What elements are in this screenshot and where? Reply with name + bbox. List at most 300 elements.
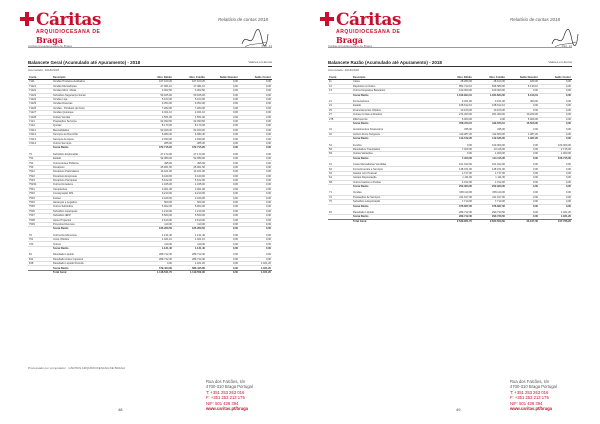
table-cell: 0,00 <box>206 209 239 213</box>
nif: NIF: 501 436 394 <box>510 400 543 406</box>
table-cell: 0,00 <box>539 93 572 97</box>
table-cell: 7533 <box>28 196 52 200</box>
table-cell: 0,00 <box>539 176 572 180</box>
table-cell: 168.612,10 <box>473 104 506 108</box>
table-cell: 0,00 <box>206 111 239 115</box>
table-cell: 0,00 <box>206 157 239 161</box>
table-cell: 0,00 <box>539 117 572 121</box>
column-header: Conta <box>28 76 52 80</box>
table-cell: Diferimentos <box>352 117 440 121</box>
table-cell: Quotas <box>52 124 140 128</box>
column-header: Mov. Débito <box>440 76 473 80</box>
table-cell: 5.103,00 <box>173 97 206 101</box>
table-cell: 0,00 <box>506 195 539 199</box>
table-cell: 0,00 <box>206 161 239 165</box>
table-cell: 0,00 <box>206 270 239 274</box>
table-cell: 5.560,00 <box>140 214 173 218</box>
table-cell: Apoio Projectos <box>52 218 140 222</box>
website-link[interactable]: www.caritas.pt/braga <box>206 406 248 412</box>
table-cell: 0,00 <box>539 180 572 184</box>
table-cell: Soma Razão <box>52 246 140 250</box>
phone: T: +351 253 263 016 <box>510 389 549 395</box>
table-cell: 71121 <box>28 84 52 88</box>
table-cell: 0,00 <box>506 167 539 171</box>
table-cell: Vendas - Produtos de Feira <box>52 106 140 110</box>
table-cell: Vendas <box>352 191 440 195</box>
table-cell: 5.102,00 <box>140 178 173 182</box>
table-cell: 62.093,50 <box>140 119 173 123</box>
table-cell: Subsídios Segurança Social <box>52 93 140 97</box>
table-cell: 1.717,00 <box>440 171 473 175</box>
table-cell: 75 <box>28 153 52 157</box>
table-cell: Investimentos Financeiros <box>352 128 440 132</box>
table-cell: 0,00 <box>539 84 572 88</box>
table-cell: 158.110,00 <box>473 191 506 195</box>
table-cell: 56 <box>328 147 352 151</box>
table-cell: 0,00 <box>506 108 539 112</box>
table-cell: 0,00 <box>239 222 272 226</box>
table-cell: 0,00 <box>206 238 239 242</box>
table-cell: 0,00 <box>239 153 272 157</box>
table-cell: 113.722,20 <box>440 137 473 141</box>
table-cell: 5.002,00 <box>173 205 206 209</box>
table-cell: 2.930,00 <box>140 137 173 141</box>
table-cell: 335,00 <box>440 128 473 132</box>
table-cell: Outros Gastos e Perdas <box>352 180 440 184</box>
table-cell: Soma Razão <box>52 146 140 150</box>
header-page-ref: Pág. 14 <box>561 44 572 48</box>
table-cell: 72 <box>328 195 352 199</box>
table-cell: 72112 <box>28 133 52 137</box>
table-cell: 0,00 <box>239 119 272 123</box>
table-cell: 0,00 <box>206 80 239 84</box>
table-cell: Subsídios Autarquias <box>52 209 140 213</box>
header-divider <box>328 47 572 48</box>
table-cell: 5.000,00 <box>440 117 473 121</box>
table-cell: 61 <box>328 163 352 167</box>
table-cell: 24 <box>328 104 352 108</box>
table-cell: 28.104,00 <box>473 80 506 84</box>
table-cell: 0,00 <box>506 163 539 167</box>
table-cell: 0,00 <box>206 257 239 261</box>
table-cell: 0,00 <box>239 192 272 196</box>
table-cell: Vendas Produtos Acabados <box>52 80 140 84</box>
brand-city: Braga <box>336 35 363 45</box>
table-cell: Heranças e Legados <box>52 200 140 204</box>
table-cell: 0,00 <box>206 218 239 222</box>
brand-name: Cáritas <box>336 10 401 30</box>
table-cell: 3.301,00 <box>173 187 206 191</box>
table-cell: 2.715,00 <box>539 147 572 151</box>
table-cell: 1.551,00 <box>140 115 173 119</box>
table-cell: 71 <box>328 191 352 195</box>
table-cell: Estado <box>352 104 440 108</box>
table-cell: 752 <box>28 161 52 165</box>
table-cell: 0,00 <box>206 246 239 250</box>
table-cell: Financiamentos Obtidos <box>352 108 440 112</box>
table-cell: 0,00 <box>239 128 272 132</box>
table-cell: 114.115,00 <box>473 156 506 160</box>
table-cell: Resultado Líquido <box>52 253 140 257</box>
table-cell: 0,00 <box>206 153 239 157</box>
table-cell: 1.118.531,70 <box>140 270 173 274</box>
table-cell: 0,00 <box>239 218 272 222</box>
table-cell: 148.071,00 <box>473 167 506 171</box>
table-cell: 7523 <box>28 178 52 182</box>
phone: T: +351 253 263 016 <box>206 389 245 395</box>
column-header: Mov. Crédito <box>173 76 206 80</box>
table-cell: 1.210,00 <box>140 209 173 213</box>
table-cell: 0,00 <box>239 205 272 209</box>
table-cell: 76 <box>28 234 52 238</box>
table-cell: Outras Contas a Receber <box>352 113 440 117</box>
table-cell: 0,00 <box>440 143 473 147</box>
table-cell <box>328 219 352 223</box>
table-cell: Fornecedores <box>352 100 440 104</box>
table-cell: 0,00 <box>239 242 272 246</box>
table-cell: 64 <box>328 176 352 180</box>
table-cell: Outros Donativos <box>52 183 140 187</box>
table-cell: 0,00 <box>539 184 572 188</box>
table-cell: 62.093,50 <box>173 119 206 123</box>
table-cell: 106.715,00 <box>539 156 572 160</box>
table-cell: 9.440,00 <box>173 174 206 178</box>
table-cell: Soma Razão <box>52 227 140 231</box>
table-cell: Soma Razão <box>352 121 440 125</box>
table-cell: 5.000,00 <box>506 117 539 121</box>
table-cell: 7539 <box>28 222 52 226</box>
table-cell: 0,00 <box>506 215 539 219</box>
table-cell: 261.000,00 <box>473 113 506 117</box>
table-cell: 1.012,00 <box>440 180 473 184</box>
table-cell: 81 <box>328 211 352 215</box>
table-cell: 0,00 <box>206 106 239 110</box>
table-cell: 68 <box>328 180 352 184</box>
table-cell: 2.930,00 <box>173 137 206 141</box>
table-cell: 71123 <box>28 93 52 97</box>
table-cell: 0,00 <box>206 214 239 218</box>
table-cell: 7.283,00 <box>173 106 206 110</box>
table-cell: Resultado Antes Impostos <box>52 257 140 261</box>
table-cell: 0,00 <box>539 167 572 171</box>
table-cell: 0,00 <box>440 152 473 156</box>
table-cell: 580.445,80 <box>173 266 206 270</box>
table-cell: 0,00 <box>206 234 239 238</box>
table-cell: 71128 <box>28 115 52 119</box>
table-cell: 71126 <box>28 106 52 110</box>
table-cell: Prestações de Serviços <box>352 195 440 199</box>
table-cell: Soma Razão <box>352 204 440 208</box>
table-cell: 300,00 <box>506 100 539 104</box>
header-divider <box>28 47 272 48</box>
table-cell: 0,00 <box>473 117 506 121</box>
table-cell <box>28 270 52 274</box>
table-cell: 289.712,30 <box>140 257 173 261</box>
table-cell: Soma Razão <box>352 215 440 219</box>
table-cell: 1.021,20 <box>239 262 272 266</box>
table-cell: 7535 <box>28 205 52 209</box>
table-cell: 9.354,00 <box>173 102 206 106</box>
table-cell: 0,00 <box>506 200 539 204</box>
report-title: Relatório de contas 2018 <box>218 17 269 22</box>
fax: F: +351 253 213 175 <box>206 395 245 401</box>
table-cell: 0,00 <box>539 204 572 208</box>
table-cell: 2.440,00 <box>173 196 206 200</box>
table-cell: 25 <box>328 108 352 112</box>
table-cell: 1.034.684,00 <box>473 93 506 97</box>
table-cell: 0,00 <box>239 157 272 161</box>
table-cell: 7.400,00 <box>440 147 473 151</box>
table-cell: 0,00 <box>539 191 572 195</box>
table-cell: Vendas Merc. Moda <box>52 89 140 93</box>
table-cell: 0,00 <box>206 89 239 93</box>
table-cell: 0,00 <box>506 171 539 175</box>
table-cell: 376.837,00 <box>440 204 473 208</box>
table-cell: 0,00 <box>206 165 239 169</box>
table-cell: 3.302,50 <box>140 89 173 93</box>
table-cell: 0,00 <box>506 147 539 151</box>
table-cell: Caixa <box>352 80 440 84</box>
table-cell: 289.712,30 <box>140 253 173 257</box>
table-cell: 158.110,00 <box>440 191 473 195</box>
header-page-ref: Pág. 13 <box>261 44 272 48</box>
table-cell: 0,00 <box>239 174 272 178</box>
table-cell: 0,00 <box>239 209 272 213</box>
table-cell: Donativos <box>52 165 140 169</box>
table-cell: 168.612,10 <box>440 104 473 108</box>
table-cell: 107.103,20 <box>173 80 206 84</box>
table-cell: 0,00 <box>206 205 239 209</box>
table-cell: 0,00 <box>539 89 572 93</box>
table-cell: Outros <box>52 242 140 246</box>
table-cell: 500,00 <box>173 200 206 204</box>
table-cell: 2.610,00 <box>173 218 206 222</box>
table-cell: Proveitos Diversos <box>52 222 140 226</box>
table-cell: 289.712,30 <box>173 253 206 257</box>
table-cell: 579.424,60 <box>140 266 173 270</box>
table-cell: Mensalidades <box>52 128 140 132</box>
table-cell: 811 <box>28 257 52 261</box>
ledger-table <box>28 76 272 274</box>
table-cell: 0,00 <box>239 97 272 101</box>
table-cell: 160.000,00 <box>473 89 506 93</box>
table-cell: 2.539.961,70 <box>440 219 473 223</box>
table-cell: 1.021,20 <box>239 266 272 270</box>
table-cell: 103.000,00 <box>539 143 572 147</box>
table-cell: 165.260,50 <box>140 227 173 231</box>
table-cell: 2.401,10 <box>140 111 173 115</box>
table-cell: 112.000,00 <box>473 132 506 136</box>
table-cell: 1.131,40 <box>173 234 206 238</box>
table-cell: 0,00 <box>239 80 272 84</box>
table-cell: 81 <box>28 253 52 257</box>
table-cell: 5.103,00 <box>140 97 173 101</box>
table-cell: Soma Razão <box>352 93 440 97</box>
table-cell: 31 <box>328 128 352 132</box>
table-cell: 0,00 <box>239 183 272 187</box>
table-cell: 7.710,00 <box>473 200 506 204</box>
table-cell: 1.345,00 <box>173 183 206 187</box>
address-line-2: 4700-310 Braga Portugal <box>510 384 557 390</box>
table-cell: 1.021,20 <box>539 215 572 219</box>
table-cell: 1.131,40 <box>140 234 173 238</box>
table-cell: 3.302,50 <box>173 89 206 93</box>
table-cell: 1.111,00 <box>473 176 506 180</box>
table-cell: 285,00 <box>140 141 173 145</box>
table-cell: 376.837,00 <box>473 204 506 208</box>
cross-icon <box>320 12 334 26</box>
table-cell: 289.712,30 <box>440 211 473 215</box>
brand-city: Braga <box>36 35 63 45</box>
table-cell: 63 <box>328 171 352 175</box>
table-cell: 289.712,30 <box>440 215 473 219</box>
table-cell: 0,00 <box>239 246 272 250</box>
table-cell: 1.551,00 <box>173 115 206 119</box>
footer-note: Processado por computador · CÁRITAS ARQUIDIOCESANA DE BRAGA <box>28 366 126 370</box>
table-cell: 10.100,00 <box>473 108 506 112</box>
table-cell: 0,00 <box>239 93 272 97</box>
table-cell: Subsídios IEFP <box>52 214 140 218</box>
table-cell: Subsídios à Exploração <box>352 200 440 204</box>
table-cell: 51 <box>328 143 352 147</box>
table-cell: 71125 <box>28 102 52 106</box>
column-header: Saldo Devedor <box>206 76 239 80</box>
table-cell: 0,00 <box>506 89 539 93</box>
table-cell: 110,30 <box>173 242 206 246</box>
table-cell: 0,00 <box>239 106 272 110</box>
table-cell: 0,00 <box>206 97 239 101</box>
table-cell: 0,00 <box>239 146 272 150</box>
sheet-title-text: Balancete Razão (Acumulado até Apuramento) - 2018 <box>328 60 442 65</box>
table-cell: 8.170,00 <box>140 124 173 128</box>
table-cell: 103.000,00 <box>473 143 506 147</box>
table-cell: 5.102,00 <box>173 178 206 182</box>
table-cell: 0,00 <box>506 184 539 188</box>
table-cell: 1.000,00 <box>539 152 572 156</box>
table-cell: 71122 <box>28 89 52 93</box>
table-cell: Resultado Líquido Período <box>52 262 140 266</box>
table-cell: Donativos Particulares <box>52 170 140 174</box>
table-cell: 372.715,20 <box>173 146 206 150</box>
table-cell: 285,00 <box>173 141 206 145</box>
header-entity: Cáritas Arquidiocesana de Braga <box>328 44 372 48</box>
table-cell: 7536 <box>28 209 52 213</box>
page-number: 48 <box>118 407 123 412</box>
table-cell: Subsídios Exploração <box>52 153 140 157</box>
table-cell: Campanhas <box>52 187 140 191</box>
table-cell: 23.197,30 <box>506 219 539 223</box>
table-cell: 0,00 <box>539 137 572 141</box>
table-cell: 28.284,00 <box>440 80 473 84</box>
table-cell: 0,00 <box>206 192 239 196</box>
table-cell: 0,00 <box>206 222 239 226</box>
table-cell: 71127 <box>28 111 52 115</box>
column-header: Descrição <box>52 76 140 80</box>
table-cell: Outros Entes Públicos <box>52 161 140 165</box>
table-cell: Gastos com Pessoal <box>352 171 440 175</box>
table-cell: Outros Serviços <box>52 141 140 145</box>
table-cell: Resultado Líquido <box>352 211 440 215</box>
period-label: Acumulado: 2018/2018 <box>28 68 59 72</box>
table-cell: 1.717,00 <box>473 171 506 175</box>
table-cell: 1.021,20 <box>173 262 206 266</box>
table-cell: 0,00 <box>239 227 272 231</box>
table-cell: 1.021,20 <box>539 211 572 215</box>
table-cell: 0,00 <box>239 133 272 137</box>
table-cell: 9.210,00 <box>140 192 173 196</box>
table-cell: 0,00 <box>506 152 539 156</box>
table-cell: Total Geral <box>52 270 140 274</box>
table-cell: 148.071,00 <box>440 167 473 171</box>
cross-icon <box>20 12 34 26</box>
table-cell: 0,00 <box>539 113 572 117</box>
table-cell: 72114 <box>28 141 52 145</box>
table-cell: 101.012,00 <box>473 163 506 167</box>
table-cell: 52.380,00 <box>173 157 206 161</box>
table-cell: 495,00 <box>140 161 173 165</box>
page-number: 49 <box>456 407 461 412</box>
table-cell: 0,00 <box>239 161 272 165</box>
table-cell: 7532 <box>28 192 52 196</box>
table-cell: 1.210,00 <box>173 209 206 213</box>
table-cell: 1.040.994,10 <box>440 93 473 97</box>
website-link[interactable]: www.caritas.pt/braga <box>510 406 552 412</box>
table-cell: 0,00 <box>539 171 572 175</box>
address-line-1: Rua dos Falcões, s/n <box>510 379 550 384</box>
table-cell: 3.301,00 <box>140 187 173 191</box>
table-cell: 59 <box>328 152 352 156</box>
table-cell: 10.100,00 <box>440 108 473 112</box>
table-cell: 8.170,00 <box>173 124 206 128</box>
table-cell: 0,00 <box>239 111 272 115</box>
table-cell: 0,00 <box>506 104 539 108</box>
table-cell: Outras Vendas <box>52 115 140 119</box>
table-cell: 21 <box>328 100 352 104</box>
table-cell: 9.354,00 <box>140 102 173 106</box>
table-cell: 751 <box>28 157 52 161</box>
table-cell: 165.260,50 <box>173 227 206 231</box>
table-cell: 0,00 <box>239 178 272 182</box>
table-cell: 0,00 <box>239 257 272 261</box>
table-cell: 15.500,00 <box>506 121 539 125</box>
table-cell: 50.025,00 <box>140 93 173 97</box>
table-cell: 5.002,00 <box>140 205 173 209</box>
table-cell: 0,00 <box>206 137 239 141</box>
table-cell: 13.421,00 <box>140 170 173 174</box>
table-cell: Fornecimentos e Serviços <box>352 167 440 171</box>
table-cell: 7537 <box>28 214 52 218</box>
table-cell: 0,00 <box>239 137 272 141</box>
table-cell: 500,00 <box>140 200 173 204</box>
table-cell: 7531 <box>28 187 52 191</box>
sheet-title <box>28 60 272 67</box>
table-cell: 32 <box>328 132 352 136</box>
table-cell: 7.400,00 <box>440 156 473 160</box>
table-cell: Vendas Diversas <box>52 102 140 106</box>
table-cell: 0,00 <box>206 242 239 246</box>
table-cell: 335,00 <box>473 128 506 132</box>
table-cell: 211.017,00 <box>473 195 506 199</box>
table-cell: 271.200,00 <box>440 113 473 117</box>
table-cell: 71124 <box>28 97 52 101</box>
table-cell: 7121 <box>28 119 52 123</box>
table-cell: 0,00 <box>239 141 272 145</box>
table-cell: 0,00 <box>239 170 272 174</box>
table-cell: 6.083,40 <box>173 133 206 137</box>
table-cell: 27.381,10 <box>173 84 206 88</box>
table-cell: 75 <box>328 200 352 204</box>
table-cell: 1.131,40 <box>173 246 206 250</box>
